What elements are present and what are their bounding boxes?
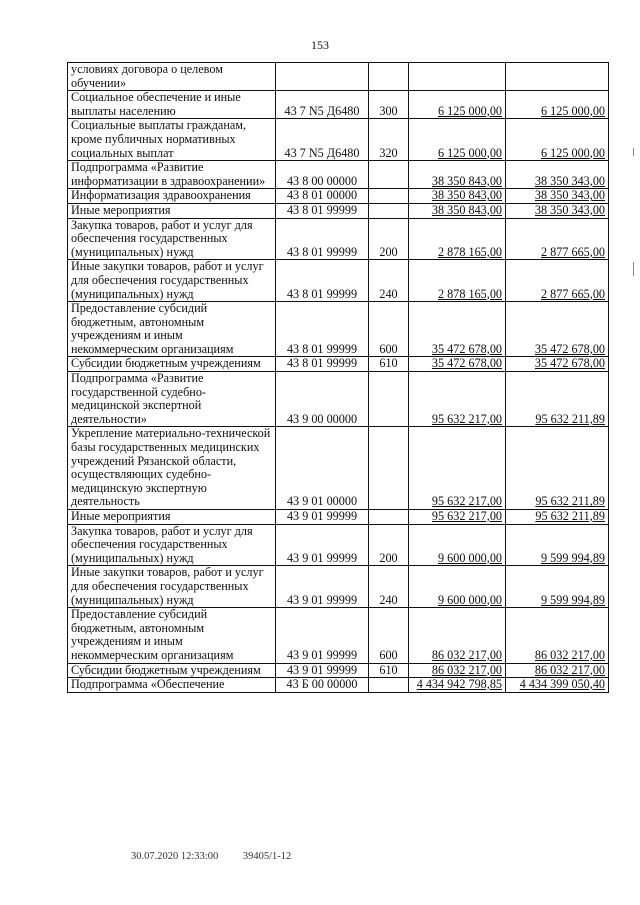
row-amount2-cell <box>506 510 609 525</box>
row-amount1-cell <box>409 189 506 204</box>
row-code-cell: 43 7 N5 Д6480 <box>276 119 369 161</box>
row-code-cell: 43 9 01 99999 <box>276 510 369 525</box>
row-amount1-cell <box>409 260 506 302</box>
row-code-cell: 43 9 00 00000 <box>276 372 369 427</box>
row-amount1-cell <box>409 91 506 119</box>
row-type-cell: 240 <box>369 566 409 608</box>
row-code-cell <box>276 63 369 91</box>
row-name-cell: Иные мероприятия <box>68 203 276 218</box>
row-amount1-value: 4 434 942 798,85 <box>416 677 502 692</box>
row-amount1-cell <box>409 357 506 372</box>
row-amount2-value: 35 472 678,00 <box>534 356 605 371</box>
row-amount1-cell <box>409 63 506 91</box>
row-code-cell: 43 8 00 00000 <box>276 161 369 189</box>
row-amount2-cell <box>506 357 609 372</box>
row-name-cell: Информатизация здравоохранения <box>68 189 276 204</box>
row-amount1-value: 95 632 217,00 <box>431 411 502 426</box>
row-code-cell: 43 9 01 99999 <box>276 663 369 678</box>
row-name-cell: условиях договора о целевом обучении» <box>68 63 276 91</box>
row-amount2-cell <box>506 189 609 204</box>
table-row <box>68 608 609 663</box>
row-amount1-cell <box>409 119 506 161</box>
row-type-cell: 200 <box>369 524 409 566</box>
row-code-cell: 43 9 01 99999 <box>276 566 369 608</box>
margin-mark <box>633 262 634 276</box>
row-amount1-cell <box>409 510 506 525</box>
table-row <box>68 566 609 608</box>
row-amount1-value: 2 878 165,00 <box>438 286 502 301</box>
row-type-cell: 240 <box>369 260 409 302</box>
row-amount1-cell <box>409 608 506 663</box>
row-code-cell: 43 8 01 99999 <box>276 218 369 260</box>
row-name-cell: Подпрограмма «Обеспечение <box>68 678 276 693</box>
row-amount2-value: 9 599 994,89 <box>541 550 605 565</box>
table-row <box>68 524 609 566</box>
row-type-cell: 610 <box>369 663 409 678</box>
row-amount2-value: 38 350 343,00 <box>534 188 605 203</box>
row-type-cell: 300 <box>369 91 409 119</box>
footer-datetime: 30.07.2020 12:33:00 <box>131 851 219 862</box>
row-amount1-value: 38 350 843,00 <box>431 188 502 203</box>
row-amount2-cell <box>506 372 609 427</box>
row-name-cell: Подпрограмма «Развитие государственной судебно-медицинской экспертной деятельности» <box>68 372 276 427</box>
row-amount1-value: 6 125 000,00 <box>438 103 502 118</box>
row-code-cell: 43 9 01 00000 <box>276 427 369 510</box>
row-amount2-value: 95 632 211,89 <box>535 411 605 426</box>
row-code-cell: 43 9 01 99999 <box>276 608 369 663</box>
row-amount1-cell <box>409 566 506 608</box>
table-row <box>68 63 609 91</box>
row-amount1-value: 38 350 843,00 <box>431 173 502 188</box>
row-amount1-value: 95 632 217,00 <box>431 494 502 509</box>
row-amount2-cell <box>506 608 609 663</box>
row-type-cell <box>369 161 409 189</box>
budget-table-body <box>68 63 609 693</box>
row-amount1-value: 95 632 217,00 <box>431 509 502 523</box>
footer-doc-id: 39405/1-12 <box>242 851 292 862</box>
row-amount1-value: 86 032 217,00 <box>431 647 502 662</box>
row-amount2-value: 9 599 994,89 <box>541 592 605 607</box>
margin-mark <box>633 148 634 156</box>
row-amount2-cell <box>506 63 609 91</box>
row-name-cell: Подпрограмма «Развитие информатизации в здравоохранении» <box>68 161 276 189</box>
row-amount2-value: 86 032 217,00 <box>534 663 605 677</box>
row-amount1-value: 6 125 000,00 <box>438 145 502 160</box>
row-code-cell: 43 8 01 99999 <box>276 302 369 357</box>
page-footer <box>131 851 313 862</box>
row-type-cell: 600 <box>369 302 409 357</box>
row-amount2-value: 95 632 211,89 <box>535 509 605 523</box>
row-amount1-value: 86 032 217,00 <box>431 663 502 677</box>
row-amount2-cell <box>506 161 609 189</box>
row-name-cell: Предоставление субсидий бюджетным, автономным учреждениям и иным некоммерческим организациям <box>68 302 276 357</box>
row-amount2-cell <box>506 566 609 608</box>
row-type-cell: 200 <box>369 218 409 260</box>
row-name-cell: Социальное обеспечение и иные выплаты населению <box>68 91 276 119</box>
row-amount1-cell <box>409 302 506 357</box>
row-type-cell <box>369 510 409 525</box>
row-code-cell: 43 7 N5 Д6480 <box>276 91 369 119</box>
row-type-cell <box>369 427 409 510</box>
table-row <box>68 91 609 119</box>
row-amount1-value: 2 878 165,00 <box>438 244 502 259</box>
table-row <box>68 357 609 372</box>
row-type-cell <box>369 678 409 693</box>
row-name-cell: Закупка товаров, работ и услуг для обеспечения государственных (муниципальных) нужд <box>68 524 276 566</box>
row-code-cell: 43 Б 00 00000 <box>276 678 369 693</box>
row-code-cell: 43 8 01 99999 <box>276 203 369 218</box>
row-amount2-value: 38 350 343,00 <box>534 173 605 188</box>
row-amount2-cell <box>506 663 609 678</box>
row-amount2-cell <box>506 678 609 693</box>
row-type-cell: 610 <box>369 357 409 372</box>
table-row <box>68 203 609 218</box>
table-row <box>68 372 609 427</box>
row-amount1-cell <box>409 663 506 678</box>
budget-table <box>67 62 609 693</box>
row-amount2-cell <box>506 260 609 302</box>
row-code-cell: 43 9 01 99999 <box>276 524 369 566</box>
row-amount2-cell <box>506 203 609 218</box>
table-row <box>68 663 609 678</box>
row-amount1-cell <box>409 203 506 218</box>
row-name-cell: Субсидии бюджетным учреждениям <box>68 663 276 678</box>
row-amount1-cell <box>409 218 506 260</box>
table-row <box>68 678 609 693</box>
row-amount2-value: 4 434 399 050,40 <box>519 677 605 692</box>
row-amount2-cell <box>506 427 609 510</box>
row-amount2-cell <box>506 119 609 161</box>
row-amount2-value: 86 032 217,00 <box>534 647 605 662</box>
row-type-cell <box>369 372 409 427</box>
row-amount2-value: 35 472 678,00 <box>534 341 605 356</box>
page-number: 153 <box>311 38 329 52</box>
row-type-cell: 320 <box>369 119 409 161</box>
row-name-cell: Иные закупки товаров, работ и услуг для обеспечения государственных (муниципальных) нужд <box>68 566 276 608</box>
table-row <box>68 161 609 189</box>
row-type-cell <box>369 63 409 91</box>
row-name-cell: Субсидии бюджетным учреждениям <box>68 357 276 372</box>
table-row <box>68 302 609 357</box>
row-amount1-value: 9 600 000,00 <box>438 550 502 565</box>
row-name-cell: Закупка товаров, работ и услуг для обеспечения государственных (муниципальных) нужд <box>68 218 276 260</box>
row-amount2-value: 6 125 000,00 <box>541 103 605 118</box>
row-amount1-value: 9 600 000,00 <box>438 592 502 607</box>
row-code-cell: 43 8 01 99999 <box>276 357 369 372</box>
row-code-cell: 43 8 01 99999 <box>276 260 369 302</box>
row-amount2-cell <box>506 302 609 357</box>
row-amount1-value: 35 472 678,00 <box>431 341 502 356</box>
table-row <box>68 427 609 510</box>
row-amount2-value: 6 125 000,00 <box>541 145 605 160</box>
row-name-cell: Социальные выплаты гражданам, кроме публичных нормативных социальных выплат <box>68 119 276 161</box>
row-amount1-value: 38 350 843,00 <box>431 203 502 217</box>
row-amount2-value: 38 350 343,00 <box>534 203 605 217</box>
row-name-cell: Иные мероприятия <box>68 510 276 525</box>
row-name-cell: Предоставление субсидий бюджетным, автономным учреждениям и иным некоммерческим организациям <box>68 608 276 663</box>
table-row <box>68 119 609 161</box>
row-amount2-value: 2 877 665,00 <box>541 286 605 301</box>
row-amount1-value: 35 472 678,00 <box>431 356 502 371</box>
table-row <box>68 510 609 525</box>
table-row <box>68 218 609 260</box>
row-amount1-cell <box>409 161 506 189</box>
row-amount1-cell <box>409 678 506 693</box>
row-amount2-cell <box>506 524 609 566</box>
table-row <box>68 260 609 302</box>
row-amount2-cell <box>506 218 609 260</box>
row-amount1-cell <box>409 372 506 427</box>
row-amount2-cell <box>506 91 609 119</box>
row-amount2-value: 2 877 665,00 <box>541 244 605 259</box>
row-type-cell <box>369 203 409 218</box>
row-type-cell <box>369 189 409 204</box>
row-amount2-value: 95 632 211,89 <box>535 494 605 509</box>
row-amount1-cell <box>409 524 506 566</box>
row-amount1-cell <box>409 427 506 510</box>
row-type-cell: 600 <box>369 608 409 663</box>
row-name-cell: Укрепление материально-технической базы государственных медицинских учреждений Рязанской области, осуществляющих судебно-медицинскую экспертную деятельность <box>68 427 276 510</box>
row-code-cell: 43 8 01 00000 <box>276 189 369 204</box>
table-row <box>68 189 609 204</box>
row-name-cell: Иные закупки товаров, работ и услуг для обеспечения государственных (муниципальных) нужд <box>68 260 276 302</box>
